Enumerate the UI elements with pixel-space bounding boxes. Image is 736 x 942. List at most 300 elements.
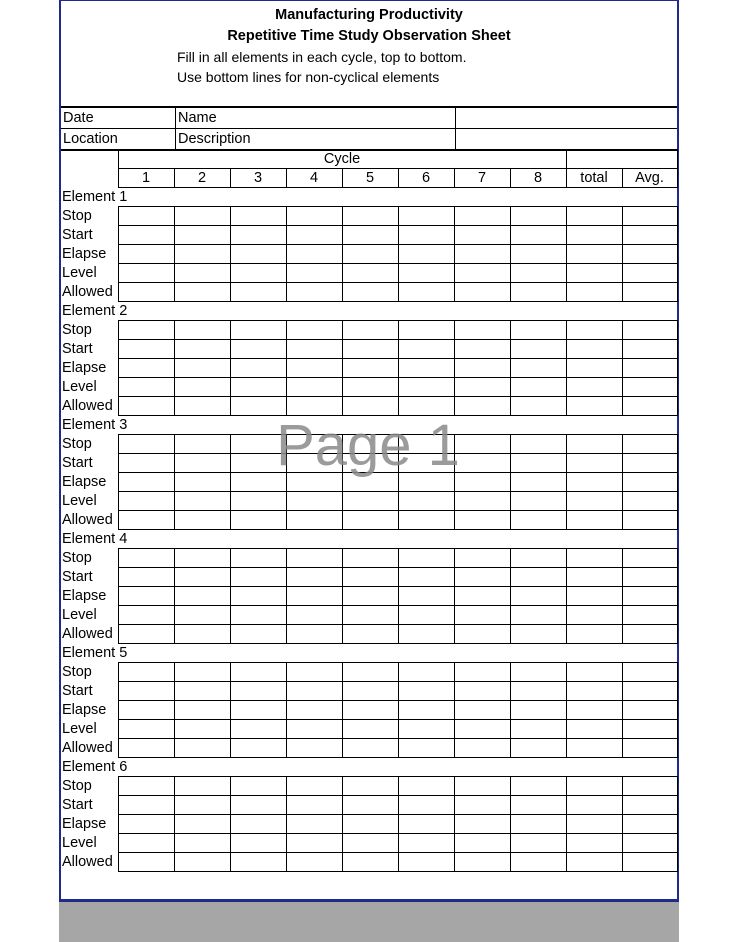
entry-cell[interactable] bbox=[622, 815, 677, 834]
entry-cell[interactable] bbox=[510, 492, 566, 511]
entry-cell[interactable] bbox=[230, 587, 286, 606]
entry-cell[interactable] bbox=[622, 568, 677, 587]
entry-cell[interactable] bbox=[174, 492, 230, 511]
entry-cell[interactable] bbox=[510, 663, 566, 682]
entry-cell[interactable] bbox=[622, 796, 677, 815]
entry-cell[interactable] bbox=[622, 397, 677, 416]
entry-cell[interactable] bbox=[286, 625, 342, 644]
entry-cell[interactable] bbox=[286, 378, 342, 397]
entry-cell[interactable] bbox=[174, 625, 230, 644]
entry-cell[interactable] bbox=[454, 435, 510, 454]
entry-cell[interactable] bbox=[454, 359, 510, 378]
entry-cell[interactable] bbox=[454, 511, 510, 530]
entry-cell[interactable] bbox=[230, 549, 286, 568]
entry-cell[interactable] bbox=[454, 663, 510, 682]
entry-cell[interactable] bbox=[398, 283, 454, 302]
entry-cell[interactable] bbox=[454, 207, 510, 226]
entry-cell[interactable] bbox=[398, 739, 454, 758]
entry-cell[interactable] bbox=[398, 701, 454, 720]
entry-cell[interactable] bbox=[566, 359, 622, 378]
entry-cell[interactable] bbox=[174, 473, 230, 492]
entry-cell[interactable] bbox=[454, 720, 510, 739]
entry-cell[interactable] bbox=[118, 568, 174, 587]
entry-cell[interactable] bbox=[622, 264, 677, 283]
entry-cell[interactable] bbox=[622, 473, 677, 492]
entry-cell[interactable] bbox=[174, 777, 230, 796]
entry-cell[interactable] bbox=[510, 397, 566, 416]
entry-cell[interactable] bbox=[230, 511, 286, 530]
entry-cell[interactable] bbox=[118, 853, 174, 872]
entry-cell[interactable] bbox=[566, 568, 622, 587]
entry-cell[interactable] bbox=[454, 226, 510, 245]
entry-cell[interactable] bbox=[342, 454, 398, 473]
entry-cell[interactable] bbox=[566, 492, 622, 511]
entry-cell[interactable] bbox=[510, 701, 566, 720]
entry-cell[interactable] bbox=[174, 245, 230, 264]
entry-cell[interactable] bbox=[510, 454, 566, 473]
entry-cell[interactable] bbox=[230, 492, 286, 511]
entry-cell[interactable] bbox=[342, 663, 398, 682]
entry-cell[interactable] bbox=[622, 340, 677, 359]
entry-cell[interactable] bbox=[118, 245, 174, 264]
entry-cell[interactable] bbox=[454, 796, 510, 815]
entry-cell[interactable] bbox=[342, 853, 398, 872]
entry-cell[interactable] bbox=[118, 739, 174, 758]
entry-cell[interactable] bbox=[174, 283, 230, 302]
entry-cell[interactable] bbox=[622, 511, 677, 530]
entry-cell[interactable] bbox=[510, 739, 566, 758]
entry-cell[interactable] bbox=[510, 435, 566, 454]
entry-cell[interactable] bbox=[118, 359, 174, 378]
entry-cell[interactable] bbox=[510, 625, 566, 644]
entry-cell[interactable] bbox=[286, 492, 342, 511]
entry-cell[interactable] bbox=[174, 549, 230, 568]
entry-cell[interactable] bbox=[398, 264, 454, 283]
entry-cell[interactable] bbox=[118, 454, 174, 473]
entry-cell[interactable] bbox=[286, 606, 342, 625]
entry-cell[interactable] bbox=[342, 606, 398, 625]
entry-cell[interactable] bbox=[398, 340, 454, 359]
entry-cell[interactable] bbox=[118, 226, 174, 245]
entry-cell[interactable] bbox=[230, 321, 286, 340]
entry-cell[interactable] bbox=[118, 511, 174, 530]
entry-cell[interactable] bbox=[510, 359, 566, 378]
entry-cell[interactable] bbox=[454, 568, 510, 587]
entry-cell[interactable] bbox=[566, 340, 622, 359]
entry-cell[interactable] bbox=[342, 340, 398, 359]
entry-cell[interactable] bbox=[566, 739, 622, 758]
entry-cell[interactable] bbox=[230, 701, 286, 720]
entry-cell[interactable] bbox=[230, 853, 286, 872]
entry-cell[interactable] bbox=[230, 625, 286, 644]
entry-cell[interactable] bbox=[174, 701, 230, 720]
entry-cell[interactable] bbox=[174, 720, 230, 739]
entry-cell[interactable] bbox=[174, 834, 230, 853]
entry-cell[interactable] bbox=[118, 340, 174, 359]
entry-cell[interactable] bbox=[454, 834, 510, 853]
entry-cell[interactable] bbox=[342, 796, 398, 815]
entry-cell[interactable] bbox=[230, 777, 286, 796]
entry-cell[interactable] bbox=[566, 606, 622, 625]
entry-cell[interactable] bbox=[398, 834, 454, 853]
entry-cell[interactable] bbox=[622, 682, 677, 701]
entry-cell[interactable] bbox=[230, 815, 286, 834]
entry-cell[interactable] bbox=[454, 321, 510, 340]
entry-cell[interactable] bbox=[286, 587, 342, 606]
entry-cell[interactable] bbox=[286, 283, 342, 302]
entry-cell[interactable] bbox=[342, 359, 398, 378]
entry-cell[interactable] bbox=[286, 777, 342, 796]
entry-cell[interactable] bbox=[622, 435, 677, 454]
entry-cell[interactable] bbox=[622, 321, 677, 340]
entry-cell[interactable] bbox=[622, 853, 677, 872]
entry-cell[interactable] bbox=[510, 606, 566, 625]
entry-cell[interactable] bbox=[286, 834, 342, 853]
entry-cell[interactable] bbox=[174, 264, 230, 283]
entry-cell[interactable] bbox=[398, 663, 454, 682]
entry-cell[interactable] bbox=[566, 207, 622, 226]
entry-cell[interactable] bbox=[174, 815, 230, 834]
entry-cell[interactable] bbox=[174, 853, 230, 872]
entry-cell[interactable] bbox=[230, 397, 286, 416]
entry-cell[interactable] bbox=[622, 359, 677, 378]
entry-cell[interactable] bbox=[398, 549, 454, 568]
entry-cell[interactable] bbox=[398, 207, 454, 226]
entry-cell[interactable] bbox=[398, 853, 454, 872]
entry-cell[interactable] bbox=[286, 701, 342, 720]
entry-cell[interactable] bbox=[566, 378, 622, 397]
entry-cell[interactable] bbox=[622, 606, 677, 625]
entry-cell[interactable] bbox=[510, 720, 566, 739]
entry-cell[interactable] bbox=[622, 739, 677, 758]
entry-cell[interactable] bbox=[622, 549, 677, 568]
entry-cell[interactable] bbox=[454, 739, 510, 758]
entry-cell[interactable] bbox=[454, 587, 510, 606]
entry-cell[interactable] bbox=[286, 226, 342, 245]
entry-cell[interactable] bbox=[342, 321, 398, 340]
entry-cell[interactable] bbox=[398, 720, 454, 739]
entry-cell[interactable] bbox=[398, 587, 454, 606]
entry-cell[interactable] bbox=[566, 245, 622, 264]
entry-cell[interactable] bbox=[566, 682, 622, 701]
entry-cell[interactable] bbox=[286, 359, 342, 378]
entry-cell[interactable] bbox=[286, 321, 342, 340]
entry-cell[interactable] bbox=[510, 682, 566, 701]
entry-cell[interactable] bbox=[454, 397, 510, 416]
entry-cell[interactable] bbox=[510, 777, 566, 796]
entry-cell[interactable] bbox=[230, 739, 286, 758]
entry-cell[interactable] bbox=[398, 796, 454, 815]
description-value-field[interactable] bbox=[456, 129, 677, 149]
entry-cell[interactable] bbox=[566, 853, 622, 872]
entry-cell[interactable] bbox=[174, 568, 230, 587]
entry-cell[interactable] bbox=[398, 473, 454, 492]
entry-cell[interactable] bbox=[118, 796, 174, 815]
entry-cell[interactable] bbox=[286, 682, 342, 701]
entry-cell[interactable] bbox=[454, 777, 510, 796]
entry-cell[interactable] bbox=[342, 283, 398, 302]
entry-cell[interactable] bbox=[566, 454, 622, 473]
entry-cell[interactable] bbox=[510, 378, 566, 397]
entry-cell[interactable] bbox=[510, 815, 566, 834]
entry-cell[interactable] bbox=[118, 701, 174, 720]
entry-cell[interactable] bbox=[566, 625, 622, 644]
entry-cell[interactable] bbox=[230, 226, 286, 245]
entry-cell[interactable] bbox=[566, 587, 622, 606]
name-value-field[interactable] bbox=[456, 108, 677, 128]
entry-cell[interactable] bbox=[454, 853, 510, 872]
entry-cell[interactable] bbox=[118, 207, 174, 226]
entry-cell[interactable] bbox=[566, 834, 622, 853]
entry-cell[interactable] bbox=[286, 663, 342, 682]
entry-cell[interactable] bbox=[342, 549, 398, 568]
entry-cell[interactable] bbox=[174, 378, 230, 397]
entry-cell[interactable] bbox=[342, 264, 398, 283]
entry-cell[interactable] bbox=[398, 606, 454, 625]
entry-cell[interactable] bbox=[230, 435, 286, 454]
entry-cell[interactable] bbox=[230, 682, 286, 701]
entry-cell[interactable] bbox=[118, 834, 174, 853]
entry-cell[interactable] bbox=[174, 359, 230, 378]
entry-cell[interactable] bbox=[510, 587, 566, 606]
entry-cell[interactable] bbox=[566, 321, 622, 340]
entry-cell[interactable] bbox=[510, 853, 566, 872]
entry-cell[interactable] bbox=[286, 473, 342, 492]
entry-cell[interactable] bbox=[622, 492, 677, 511]
entry-cell[interactable] bbox=[342, 397, 398, 416]
entry-cell[interactable] bbox=[174, 207, 230, 226]
entry-cell[interactable] bbox=[398, 777, 454, 796]
entry-cell[interactable] bbox=[342, 625, 398, 644]
entry-cell[interactable] bbox=[342, 378, 398, 397]
entry-cell[interactable] bbox=[230, 378, 286, 397]
entry-cell[interactable] bbox=[622, 777, 677, 796]
entry-cell[interactable] bbox=[454, 454, 510, 473]
entry-cell[interactable] bbox=[230, 340, 286, 359]
entry-cell[interactable] bbox=[342, 492, 398, 511]
entry-cell[interactable] bbox=[510, 283, 566, 302]
entry-cell[interactable] bbox=[118, 663, 174, 682]
entry-cell[interactable] bbox=[342, 226, 398, 245]
entry-cell[interactable] bbox=[398, 511, 454, 530]
entry-cell[interactable] bbox=[230, 834, 286, 853]
entry-cell[interactable] bbox=[174, 340, 230, 359]
entry-cell[interactable] bbox=[286, 207, 342, 226]
entry-cell[interactable] bbox=[230, 454, 286, 473]
entry-cell[interactable] bbox=[118, 435, 174, 454]
entry-cell[interactable] bbox=[454, 473, 510, 492]
entry-cell[interactable] bbox=[174, 511, 230, 530]
entry-cell[interactable] bbox=[566, 701, 622, 720]
entry-cell[interactable] bbox=[398, 226, 454, 245]
entry-cell[interactable] bbox=[566, 397, 622, 416]
entry-cell[interactable] bbox=[118, 606, 174, 625]
entry-cell[interactable] bbox=[454, 606, 510, 625]
entry-cell[interactable] bbox=[510, 473, 566, 492]
entry-cell[interactable] bbox=[118, 283, 174, 302]
entry-cell[interactable] bbox=[342, 587, 398, 606]
entry-cell[interactable] bbox=[622, 834, 677, 853]
entry-cell[interactable] bbox=[286, 568, 342, 587]
entry-cell[interactable] bbox=[342, 245, 398, 264]
entry-cell[interactable] bbox=[342, 720, 398, 739]
entry-cell[interactable] bbox=[174, 587, 230, 606]
entry-cell[interactable] bbox=[174, 321, 230, 340]
entry-cell[interactable] bbox=[174, 606, 230, 625]
entry-cell[interactable] bbox=[398, 815, 454, 834]
entry-cell[interactable] bbox=[622, 663, 677, 682]
entry-cell[interactable] bbox=[398, 454, 454, 473]
entry-cell[interactable] bbox=[342, 701, 398, 720]
entry-cell[interactable] bbox=[286, 815, 342, 834]
entry-cell[interactable] bbox=[454, 378, 510, 397]
entry-cell[interactable] bbox=[230, 663, 286, 682]
entry-cell[interactable] bbox=[622, 587, 677, 606]
entry-cell[interactable] bbox=[118, 473, 174, 492]
entry-cell[interactable] bbox=[118, 815, 174, 834]
entry-cell[interactable] bbox=[622, 454, 677, 473]
entry-cell[interactable] bbox=[174, 796, 230, 815]
entry-cell[interactable] bbox=[118, 549, 174, 568]
entry-cell[interactable] bbox=[510, 549, 566, 568]
entry-cell[interactable] bbox=[118, 378, 174, 397]
entry-cell[interactable] bbox=[118, 321, 174, 340]
entry-cell[interactable] bbox=[342, 511, 398, 530]
entry-cell[interactable] bbox=[510, 511, 566, 530]
entry-cell[interactable] bbox=[454, 283, 510, 302]
entry-cell[interactable] bbox=[398, 359, 454, 378]
entry-cell[interactable] bbox=[230, 473, 286, 492]
entry-cell[interactable] bbox=[454, 549, 510, 568]
entry-cell[interactable] bbox=[286, 264, 342, 283]
entry-cell[interactable] bbox=[230, 283, 286, 302]
entry-cell[interactable] bbox=[118, 625, 174, 644]
entry-cell[interactable] bbox=[230, 568, 286, 587]
entry-cell[interactable] bbox=[566, 777, 622, 796]
entry-cell[interactable] bbox=[286, 245, 342, 264]
entry-cell[interactable] bbox=[510, 245, 566, 264]
entry-cell[interactable] bbox=[566, 264, 622, 283]
entry-cell[interactable] bbox=[342, 207, 398, 226]
entry-cell[interactable] bbox=[566, 226, 622, 245]
entry-cell[interactable] bbox=[454, 340, 510, 359]
entry-cell[interactable] bbox=[118, 397, 174, 416]
entry-cell[interactable] bbox=[510, 264, 566, 283]
entry-cell[interactable] bbox=[342, 834, 398, 853]
entry-cell[interactable] bbox=[398, 682, 454, 701]
entry-cell[interactable] bbox=[174, 739, 230, 758]
entry-cell[interactable] bbox=[174, 435, 230, 454]
entry-cell[interactable] bbox=[398, 568, 454, 587]
entry-cell[interactable] bbox=[622, 226, 677, 245]
entry-cell[interactable] bbox=[398, 245, 454, 264]
entry-cell[interactable] bbox=[174, 397, 230, 416]
entry-cell[interactable] bbox=[230, 606, 286, 625]
entry-cell[interactable] bbox=[286, 720, 342, 739]
entry-cell[interactable] bbox=[174, 663, 230, 682]
entry-cell[interactable] bbox=[454, 701, 510, 720]
entry-cell[interactable] bbox=[510, 568, 566, 587]
entry-cell[interactable] bbox=[622, 245, 677, 264]
entry-cell[interactable] bbox=[286, 511, 342, 530]
entry-cell[interactable] bbox=[622, 720, 677, 739]
entry-cell[interactable] bbox=[454, 682, 510, 701]
entry-cell[interactable] bbox=[398, 321, 454, 340]
entry-cell[interactable] bbox=[230, 207, 286, 226]
entry-cell[interactable] bbox=[398, 397, 454, 416]
entry-cell[interactable] bbox=[342, 777, 398, 796]
entry-cell[interactable] bbox=[622, 625, 677, 644]
entry-cell[interactable] bbox=[342, 682, 398, 701]
entry-cell[interactable] bbox=[510, 834, 566, 853]
entry-cell[interactable] bbox=[286, 853, 342, 872]
entry-cell[interactable] bbox=[566, 549, 622, 568]
entry-cell[interactable] bbox=[454, 625, 510, 644]
entry-cell[interactable] bbox=[118, 264, 174, 283]
entry-cell[interactable] bbox=[566, 796, 622, 815]
entry-cell[interactable] bbox=[286, 397, 342, 416]
entry-cell[interactable] bbox=[342, 473, 398, 492]
entry-cell[interactable] bbox=[566, 511, 622, 530]
entry-cell[interactable] bbox=[286, 796, 342, 815]
entry-cell[interactable] bbox=[230, 359, 286, 378]
entry-cell[interactable] bbox=[286, 739, 342, 758]
entry-cell[interactable] bbox=[566, 720, 622, 739]
entry-cell[interactable] bbox=[118, 587, 174, 606]
entry-cell[interactable] bbox=[510, 340, 566, 359]
entry-cell[interactable] bbox=[230, 720, 286, 739]
entry-cell[interactable] bbox=[510, 207, 566, 226]
entry-cell[interactable] bbox=[454, 492, 510, 511]
entry-cell[interactable] bbox=[118, 492, 174, 511]
entry-cell[interactable] bbox=[342, 739, 398, 758]
entry-cell[interactable] bbox=[342, 435, 398, 454]
entry-cell[interactable] bbox=[286, 435, 342, 454]
entry-cell[interactable] bbox=[566, 815, 622, 834]
entry-cell[interactable] bbox=[118, 777, 174, 796]
entry-cell[interactable] bbox=[118, 682, 174, 701]
entry-cell[interactable] bbox=[566, 435, 622, 454]
entry-cell[interactable] bbox=[454, 815, 510, 834]
entry-cell[interactable] bbox=[286, 549, 342, 568]
entry-cell[interactable] bbox=[174, 226, 230, 245]
entry-cell[interactable] bbox=[454, 264, 510, 283]
entry-cell[interactable] bbox=[510, 226, 566, 245]
entry-cell[interactable] bbox=[398, 625, 454, 644]
entry-cell[interactable] bbox=[622, 701, 677, 720]
entry-cell[interactable] bbox=[230, 264, 286, 283]
entry-cell[interactable] bbox=[230, 245, 286, 264]
entry-cell[interactable] bbox=[174, 454, 230, 473]
entry-cell[interactable] bbox=[398, 378, 454, 397]
entry-cell[interactable] bbox=[622, 283, 677, 302]
entry-cell[interactable] bbox=[510, 321, 566, 340]
entry-cell[interactable] bbox=[230, 796, 286, 815]
entry-cell[interactable] bbox=[566, 663, 622, 682]
entry-cell[interactable] bbox=[566, 283, 622, 302]
entry-cell[interactable] bbox=[622, 207, 677, 226]
entry-cell[interactable] bbox=[398, 435, 454, 454]
entry-cell[interactable] bbox=[398, 492, 454, 511]
entry-cell[interactable] bbox=[566, 473, 622, 492]
entry-cell[interactable] bbox=[510, 796, 566, 815]
entry-cell[interactable] bbox=[118, 720, 174, 739]
entry-cell[interactable] bbox=[342, 568, 398, 587]
entry-cell[interactable] bbox=[342, 815, 398, 834]
entry-cell[interactable] bbox=[174, 682, 230, 701]
entry-cell[interactable] bbox=[286, 340, 342, 359]
entry-cell[interactable] bbox=[454, 245, 510, 264]
